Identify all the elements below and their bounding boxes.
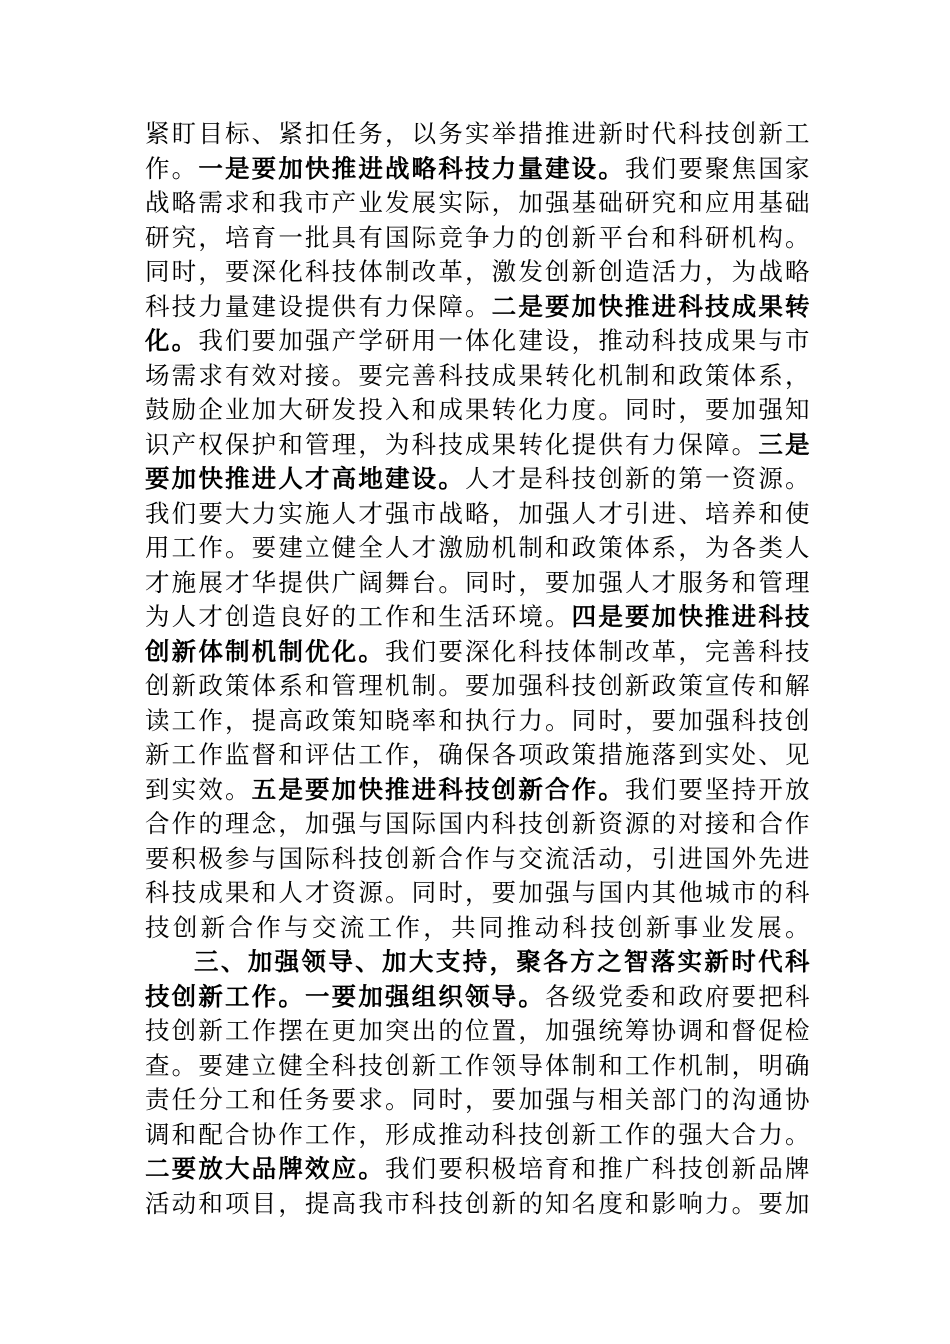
text-line xyxy=(145,1118,810,1153)
body-text: 读工作，提高政策知晓率和执行力。同时，要加强科技创 xyxy=(145,705,810,735)
body-text: 作。 xyxy=(145,153,199,183)
text-line xyxy=(145,1049,810,1084)
text-line xyxy=(145,807,810,842)
text-line xyxy=(145,669,810,704)
body-text: 鼓励企业加大研发投入和成果转化力度。同时，要加强知 xyxy=(145,395,810,424)
text-line xyxy=(145,393,810,428)
text-line xyxy=(145,290,810,325)
document-page xyxy=(145,117,810,1221)
text-line xyxy=(145,1187,810,1222)
bold-heading-text: 二是要加快推进科技成果转 xyxy=(491,291,811,321)
body-text: 活动和项目，提高我市科技创新的知名度和影响力。要加 xyxy=(145,1188,810,1218)
body-text: 人才是科技创新的第一资源。 xyxy=(465,464,810,493)
text-line xyxy=(145,462,810,497)
text-line xyxy=(145,980,810,1015)
body-text: 新工作监督和评估工作，确保各项政策措施落到实处、见 xyxy=(145,740,810,769)
text-line xyxy=(145,566,810,601)
text-line xyxy=(145,255,810,290)
text-line xyxy=(145,1014,810,1049)
bold-heading-text: 要加快推进人才高地建设。 xyxy=(145,464,465,493)
body-text: 技创新工作摆在更加突出的位置，加强统筹协调和督促检 xyxy=(145,1016,810,1045)
bold-heading-text: 四是要加快推进科技 xyxy=(571,602,811,631)
text-line xyxy=(145,945,810,980)
bold-heading-text: 一要加强组织领导。 xyxy=(305,981,545,1011)
text-line xyxy=(145,531,810,566)
body-text: 为人才创造良好的工作和生活环境。 xyxy=(145,602,572,631)
paragraph xyxy=(145,945,810,1221)
text-line xyxy=(145,842,810,877)
bold-heading-text: 创新体制机制优化。 xyxy=(145,636,385,666)
body-text: 战略需求和我市产业发展实际，加强基础研究和应用基础 xyxy=(145,188,810,217)
body-text: 我们要坚持开放 xyxy=(625,774,811,804)
bold-heading-text: 五是要加快推进科技创新合作。 xyxy=(251,774,626,804)
body-text: 创新政策体系和管理机制。要加强科技创新政策宣传和解 xyxy=(145,671,810,700)
bold-heading-text: 三是 xyxy=(758,429,811,459)
text-line xyxy=(145,324,810,359)
paragraph xyxy=(145,117,810,945)
bold-heading-text: 三、加强领导、加大支持，聚各方之智落实新时代科 xyxy=(194,947,810,976)
bold-heading-text: 技创新工作。 xyxy=(145,981,305,1011)
body-text: 要积极参与国际科技创新合作与交流活动，引进国外先进 xyxy=(145,843,810,873)
text-line xyxy=(145,186,810,221)
bold-heading-text: 化。 xyxy=(145,326,199,355)
body-text: 我们要聚焦国家 xyxy=(625,153,811,183)
body-text: 科技力量建设提供有力保障。 xyxy=(145,291,492,321)
body-text: 同时，要深化科技体制改革，激发创新创造活力，为战略 xyxy=(145,257,810,286)
body-text: 责任分工和任务要求。同时，要加强与相关部门的沟通协 xyxy=(145,1085,810,1114)
body-text: 到实效。 xyxy=(145,774,252,804)
body-text: 调和配合协作工作，形成推动科技创新工作的强大合力。 xyxy=(145,1119,810,1149)
body-text: 技创新合作与交流工作，共同推动科技创新事业发展。 xyxy=(145,912,810,942)
body-text: 我们要加强产学研用一体化建设，推动科技成果与市 xyxy=(198,326,811,355)
text-line xyxy=(145,497,810,532)
text-line xyxy=(145,911,810,946)
body-text: 我们要积极培育和推广科技创新品牌 xyxy=(385,1154,810,1183)
text-line xyxy=(145,1083,810,1118)
body-text: 合作的理念，加强与国际国内科技创新资源的对接和合作 xyxy=(145,809,810,838)
text-line xyxy=(145,635,810,670)
body-text: 研究，培育一批具有国际竞争力的创新平台和科研机构。 xyxy=(145,222,810,252)
text-line xyxy=(145,152,810,187)
text-line xyxy=(145,738,810,773)
text-line xyxy=(145,600,810,635)
body-text: 各级党委和政府要把科 xyxy=(545,981,810,1011)
text-line xyxy=(145,876,810,911)
text-line xyxy=(145,773,810,808)
body-text: 科技成果和人才资源。同时，要加强与国内其他城市的科 xyxy=(145,878,810,907)
body-text: 场需求有效对接。要完善科技成果转化机制和政策体系， xyxy=(145,360,810,390)
text-line xyxy=(145,1152,810,1187)
bold-heading-text: 二要放大品牌效应。 xyxy=(145,1154,385,1183)
body-text: 我们要深化科技体制改革，完善科技 xyxy=(385,636,810,666)
body-text: 紧盯目标、紧扣任务，以务实举措推进新时代科技创新工 xyxy=(145,119,810,148)
body-text: 查。要建立健全科技创新工作领导体制和工作机制，明确 xyxy=(145,1050,810,1080)
text-line xyxy=(145,704,810,739)
text-line xyxy=(145,428,810,463)
text-line xyxy=(145,359,810,394)
text-line xyxy=(145,221,810,256)
text-line xyxy=(145,117,810,152)
body-text: 才施展才华提供广阔舞台。同时，要加强人才服务和管理 xyxy=(145,567,810,597)
body-text: 我们要大力实施人才强市战略，加强人才引进、培养和使 xyxy=(145,498,810,528)
body-text: 识产权保护和管理，为科技成果转化提供有力保障。 xyxy=(145,429,759,459)
bold-heading-text: 一是要加快推进战略科技力量建设。 xyxy=(198,153,626,183)
body-text: 用工作。要建立健全人才激励机制和政策体系，为各类人 xyxy=(145,533,810,562)
